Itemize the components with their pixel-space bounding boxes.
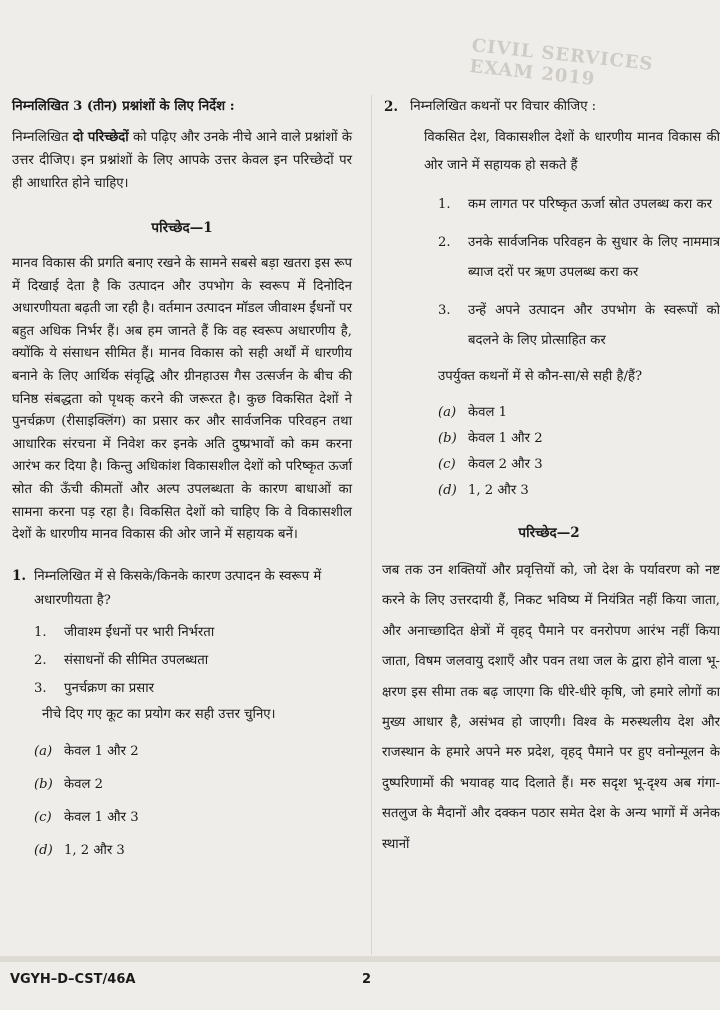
page-number: 2 <box>362 972 372 987</box>
list-item <box>438 228 720 288</box>
question-2-body <box>410 96 720 118</box>
option-text: 1, 2 और 3 <box>468 483 529 498</box>
option-letter: (a) <box>34 743 53 759</box>
option-letter: (b) <box>438 431 457 446</box>
question-1-number: 1. <box>12 567 27 584</box>
option-text: केवल 1 और 3 <box>64 809 139 825</box>
option-text: केवल 2 और 3 <box>468 457 543 472</box>
question-1-options <box>34 735 352 867</box>
list-item <box>438 190 720 220</box>
instruction-title: निम्नलिखित 3 (तीन) प्रश्नांशों के लिए निर्देश : <box>12 99 235 114</box>
option <box>34 801 352 834</box>
option-letter: (c) <box>438 457 456 472</box>
passage2-heading: परिच्छेद—2 <box>518 525 580 541</box>
column-divider <box>371 95 372 955</box>
question-1-text: निम्नलिखित में से किसके/किनके कारण उत्पादन के स्वरूप में अधारणीयता है? <box>34 568 322 608</box>
paper-code: VGYH–D–CST/46A <box>10 972 136 987</box>
instruction-body <box>12 126 352 195</box>
question-2-number: 2. <box>384 99 399 115</box>
watermark-text: CIVIL SERVICES EXAM 2019 <box>468 35 655 91</box>
list-item <box>34 647 352 675</box>
page-footer <box>10 968 710 994</box>
passage2-text: जब तक उन शक्तियों और प्रवृत्तियों को, जो देश के पर्यावरण को नष्ट करने के लिए उत्तरदायी हैं, निकट भविष्य में नियंत्रित नहीं किया जाता, और अनाच्छादित क्षेत्रों में वृहद् पैमाने पर वनरोपण आरंभ नहीं किया जाता, विषम जलवायु दशाएँ और पवन तथा जल के द्वारा होने वाला भू-क्षरण इस सीमा तक बढ़ जाएगा कि धीरे-धीरे कृषि, जो हमारे लोगों का मुख्य आधार है, असंभव हो जाएगी। विश्व के मरुस्थलीय देश और राजस्थान के हमारे अपने मरु प्रदेश, वृहद् पैमाने पर हुए वनोन्मूलन के दुष्परिणामों की भयावह याद दिलाते हैं। मरु सदृश भू-दृश्य अब गंगा-सतलुज के मैदानों और दक्कन पठार समेत देश के अन्य भागों में अनेक स्थानों <box>382 563 720 852</box>
list-item <box>438 296 720 356</box>
option-letter: (c) <box>34 809 52 825</box>
item-text: कम लागत पर परिष्कृत ऊर्जा स्रोत उपलब्ध करा कर <box>468 197 712 212</box>
list-item <box>34 675 352 703</box>
question-1-body <box>34 565 352 867</box>
item-number: 2. <box>438 235 451 250</box>
bottom-band <box>0 956 720 962</box>
option-text: केवल 1 और 2 <box>468 431 543 446</box>
question-1-items <box>34 619 352 703</box>
question-2-text: निम्नलिखित कथनों पर विचार कीजिए : <box>410 99 597 114</box>
right-column <box>382 96 720 860</box>
item-text: जीवाश्म ईंधनों पर भारी निर्भरता <box>64 624 215 640</box>
option <box>438 426 720 452</box>
question-2-items <box>438 190 720 356</box>
option-letter: (d) <box>438 483 457 498</box>
instruction-body-part-b: को पढ़िए और उनके नीचे आने वाले प्रश्नांशों के उत्तर दीजिए। इन प्रश्नांशों के लिए आपके उत्तर केवल इन परिच्छेदों पर ही आधारित होने चाहिए। <box>12 130 352 191</box>
question-2-intro: विकसित देश, विकासशील देशों के धारणीय मानव विकास की ओर जाने में सहायक हो सकते हैं <box>424 130 720 173</box>
option <box>438 478 720 504</box>
question-2-options <box>438 400 720 504</box>
question-2-question: उपर्युक्त कथनों में से कौन-सा/से सही है/हैं? <box>438 369 643 384</box>
option-letter: (a) <box>438 405 457 420</box>
left-column <box>12 96 352 867</box>
passage1-text: मानव विकास की प्रगति बनाए रखने के सामने सबसे बड़ा खतरा इस रूप में दिखाई देता है कि उत्पादन और उपभोग के स्वरूप में दिनोदिन अधारणीयता बढ़ती जा रही है। वर्तमान उत्पादन मॉडल जीवाश्म ईंधनों पर बहुत अधिक निर्भर हैं। अब हम जानते हैं कि वह स्वरूप अधारणीय है, क्योंकि ये संसाधन सीमित हैं। मानव विकास को सही अर्थों में धारणीय बनाने के लिए आर्थिक संवृद्धि और ग्रीनहाउस गैस उत्सर्जन के बीच की घनिष्ठ संबद्धता को पृथक् करने की जरूरत है। कुछ विकसित देशों ने पुनर्चक्रण (रीसाइक्लिंग) का प्रसार कर और सार्वजनिक परिवहन तथा आधारिक संरचना में निवेश कर इनके अति दुष्प्रभावों को कम करना आरंभ कर दिया है। किन्तु अधिकांश विकासशील देशों को परिष्कृत ऊर्जा स्रोत की ऊँची कीमतों और अल्प उपलब्धता के कारण बाधाओं का सामना करना पड़ रहा है। विकसित देशों को चाहिए कि वे विकासशील देशों के धारणीय मानव विकास की ओर जाने में सहायक बनें। <box>12 256 352 543</box>
option <box>34 834 352 867</box>
instruction-body-part-a: निम्नलिखित <box>12 130 73 145</box>
option <box>34 735 352 768</box>
option-text: केवल 1 और 2 <box>64 743 139 759</box>
option-letter: (d) <box>34 842 53 858</box>
item-number: 1. <box>438 197 451 212</box>
list-item <box>34 619 352 647</box>
question-2 <box>384 96 720 118</box>
item-text: पुनर्चक्रण का प्रसार <box>64 680 155 696</box>
question-1-instruction: नीचे दिए गए कूट का प्रयोग कर सही उत्तर चुनिए। <box>42 706 276 722</box>
item-number: 3. <box>438 303 451 318</box>
item-text: संसाधनों की सीमित उपलब्धता <box>64 652 209 668</box>
item-number: 3. <box>34 680 47 696</box>
option-text: केवल 1 <box>468 405 507 420</box>
option-text: केवल 2 <box>64 776 103 792</box>
question-1 <box>12 565 352 867</box>
passage1-heading: परिच्छेद—1 <box>151 220 213 236</box>
item-text: उन्हें अपने उत्पादन और उपभोग के स्वरूपों को बदलने के लिए प्रोत्साहित कर <box>468 303 720 348</box>
item-text: उनके सार्वजनिक परिवहन के सुधार के लिए नाममात्र ब्याज दरों पर ऋण उपलब्ध करा कर <box>468 235 720 280</box>
option <box>438 452 720 478</box>
option-letter: (b) <box>34 776 53 792</box>
option <box>438 400 720 426</box>
item-number: 2. <box>34 652 47 668</box>
item-number: 1. <box>34 624 47 640</box>
instruction-body-bold: दो परिच्छेदों <box>72 130 129 145</box>
option-text: 1, 2 और 3 <box>64 842 125 858</box>
option <box>34 768 352 801</box>
